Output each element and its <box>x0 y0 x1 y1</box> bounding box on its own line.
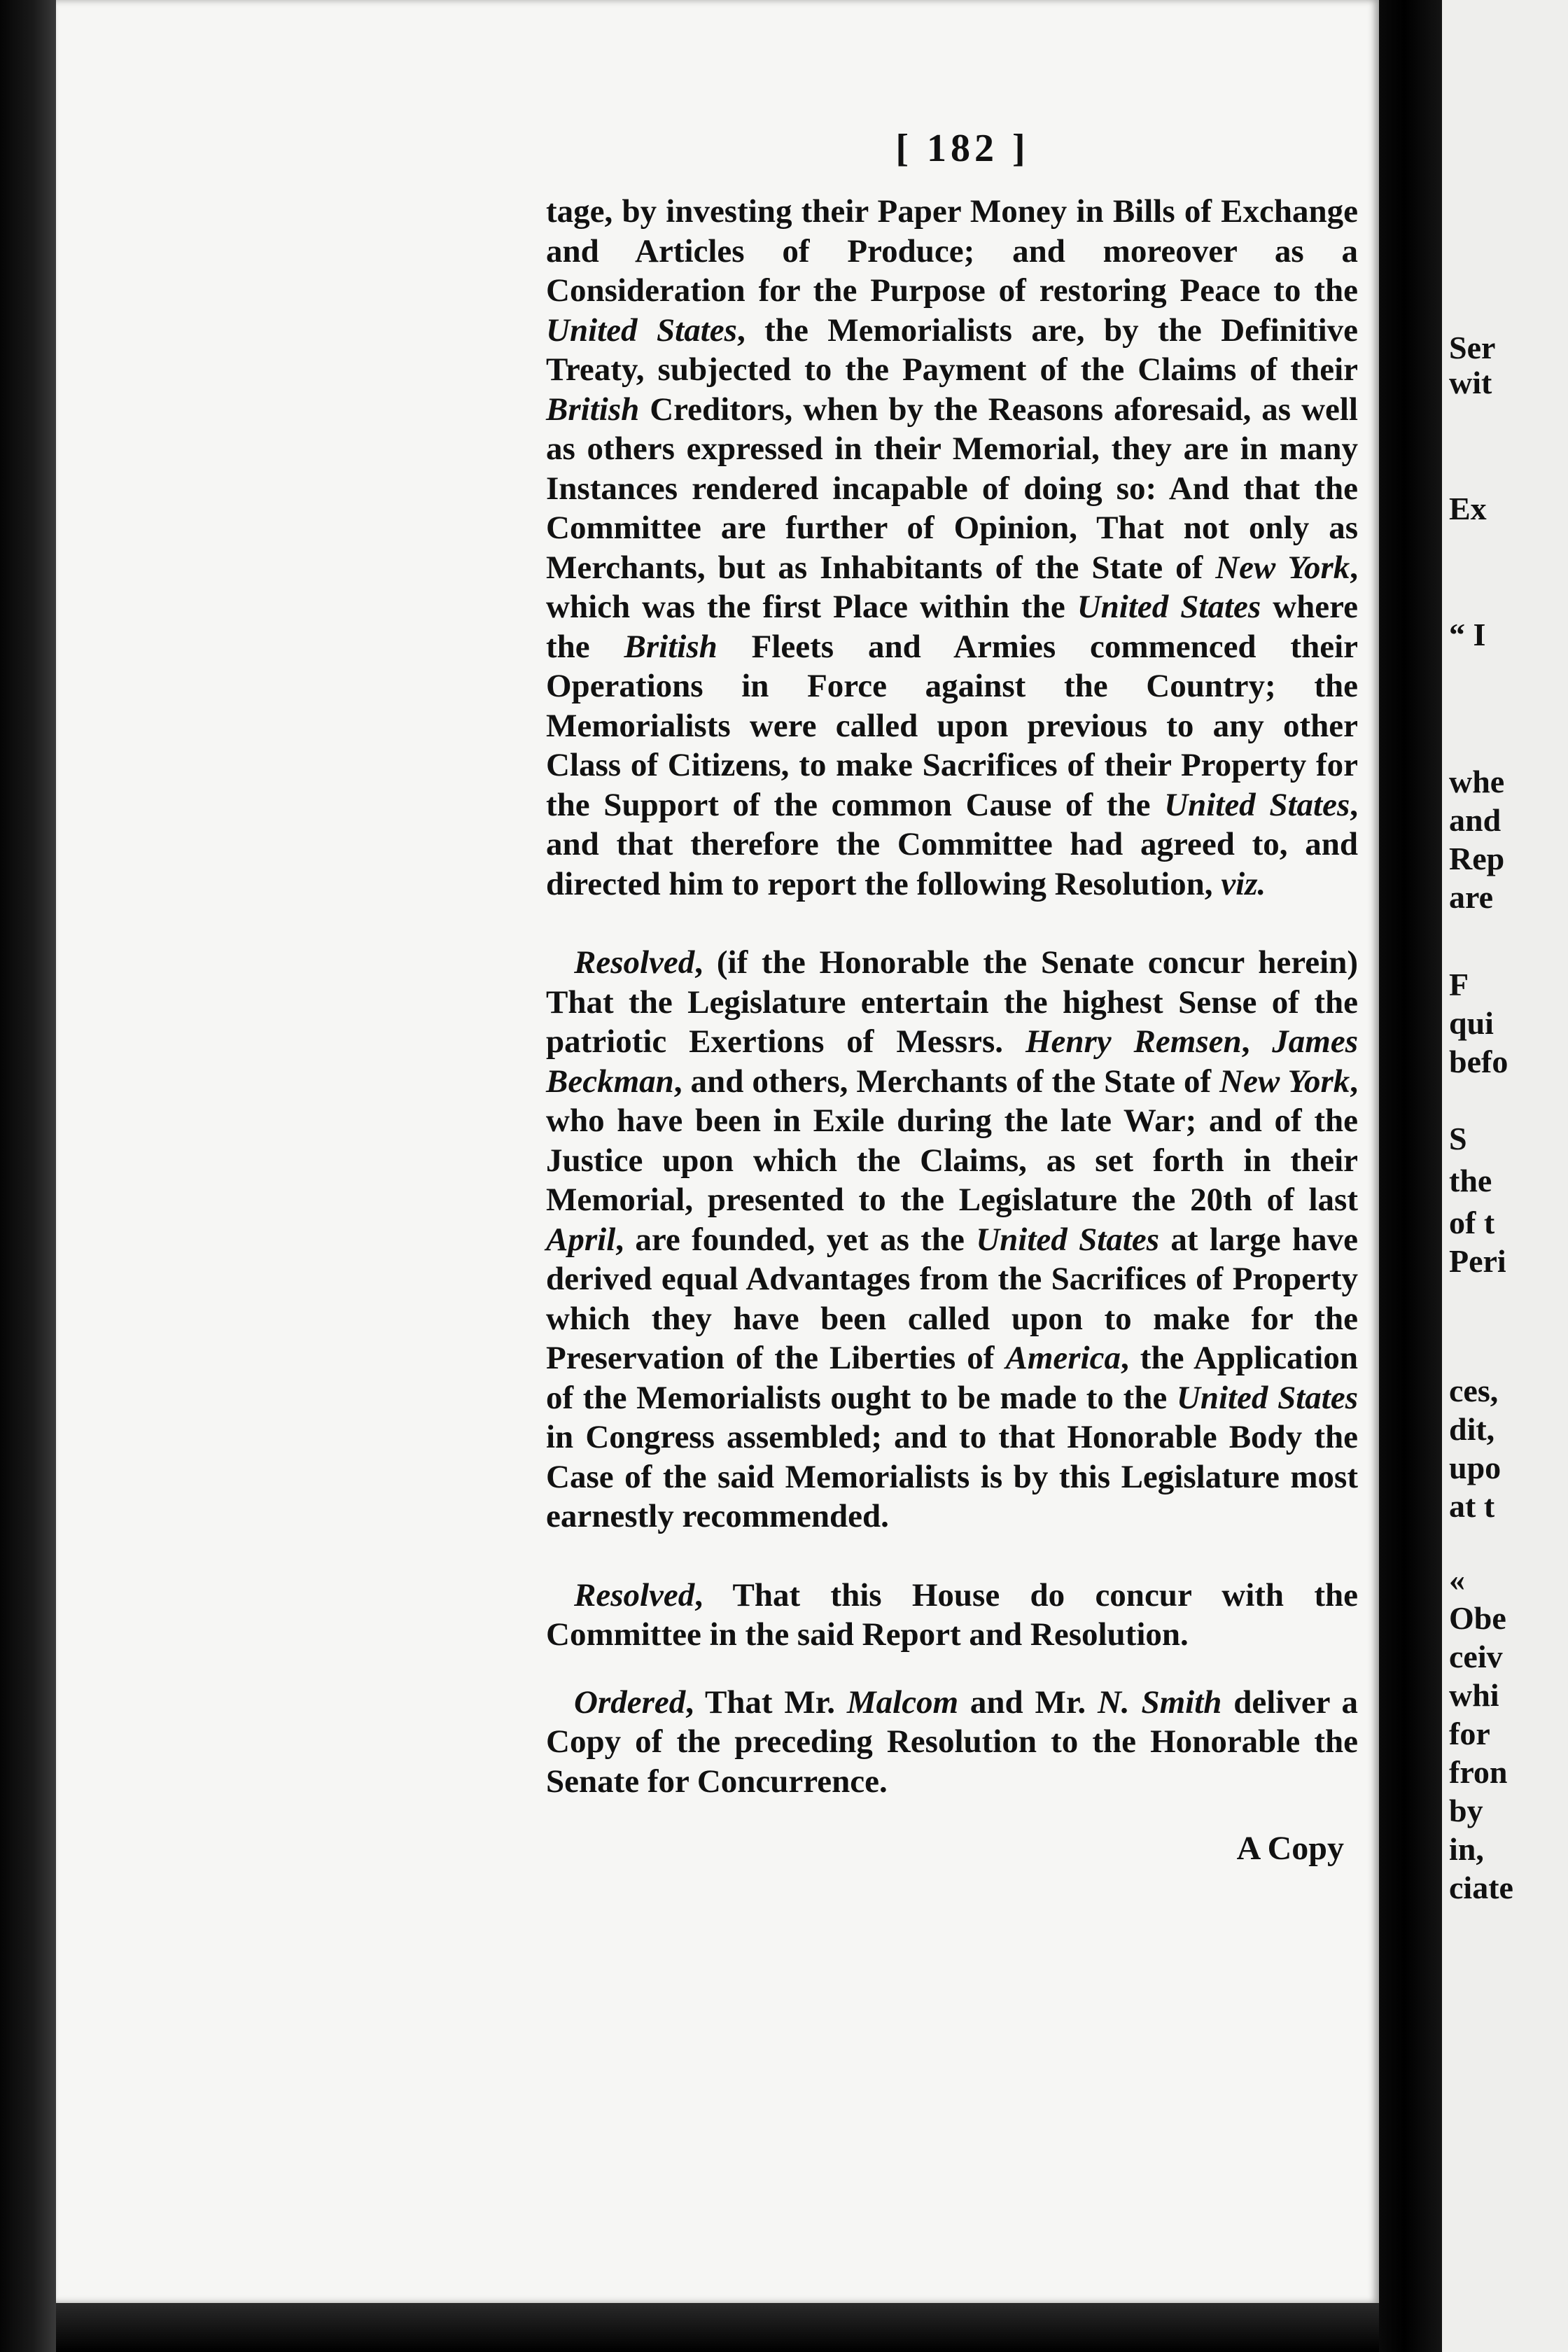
facing-page-text: in, <box>1449 1831 1484 1867</box>
facing-page-text: whe <box>1449 764 1505 799</box>
italic-term: United States <box>546 312 737 349</box>
page-bottom-edge <box>56 2303 1379 2352</box>
italic-term: America <box>1005 1340 1121 1376</box>
paragraph-concurrence: Resolved, That this House do concur with the Committee in the said Report and Resolution. <box>546 1576 1358 1653</box>
facing-page-text: of t <box>1449 1205 1495 1240</box>
facing-page-text: ces, <box>1449 1373 1499 1408</box>
italic-term: United States <box>1077 589 1261 625</box>
facing-page-text: ciate <box>1449 1870 1513 1905</box>
paragraph-gap <box>546 904 1358 943</box>
paragraph-gap <box>546 1536 1358 1576</box>
facing-page-text: by <box>1449 1793 1483 1828</box>
facing-page-text: S <box>1449 1121 1467 1156</box>
facing-page-text: the <box>1449 1163 1492 1198</box>
facing-page-text: fron <box>1449 1754 1508 1790</box>
page-text-block <box>546 126 1358 1868</box>
facing-page-text: Ser <box>1449 330 1496 365</box>
italic-term: New York <box>1219 1063 1350 1100</box>
italic-term: April <box>546 1221 616 1258</box>
facing-page-text: at t <box>1449 1488 1495 1524</box>
facing-page-text: wit <box>1449 365 1492 400</box>
facing-page-text: qui <box>1449 1005 1494 1041</box>
italic-term: United States <box>976 1221 1160 1258</box>
facing-page-text: and <box>1449 802 1502 838</box>
facing-page-fragment <box>1442 0 1568 2352</box>
paragraph-continuation: tage, by investing their Paper Money in Bills of Exchange and Articles of Produce; and moreover as a Consideration for the Purpose of restoring Peace to the United States, the Memorialists are, by the Definitive Treaty, subjected to the Payment of the Claims of their British Creditors, when by the Reasons aforesaid, as well as others expressed in their Memorial, they are in many Instances rendered incapable of doing so: And that the Committee are further of Opinion, That not only as Merchants, but as Inhabitants of the State of New York, which was the first Place within the United States where the British Fleets and Armies commenced their Operations in Force against the Country; the Memorialists were called upon previous to any other Class of Citizens, to make Sacrifices of their Property for the Support of the common Cause of the United States, and that therefore the Committee had agreed to, and directed him to report the following Resolution, viz. <box>546 193 1359 902</box>
facing-page-text: ceiv <box>1449 1639 1503 1674</box>
italic-term: Malcom <box>846 1684 959 1721</box>
facing-page-text: upo <box>1449 1450 1502 1485</box>
italic-term: Resolved <box>574 1576 695 1614</box>
facing-page-text: Peri <box>1449 1243 1506 1279</box>
page-number: [ 182 ] <box>895 127 1030 170</box>
italic-term: New York <box>1215 549 1350 586</box>
italic-term: British <box>624 628 718 665</box>
italic-term: United States <box>1176 1379 1358 1416</box>
facing-page-text: « <box>1449 1562 1465 1597</box>
paragraph-order: Ordered, That Mr. Malcom and Mr. N. Smith deliver a Copy of the preceding Resolution to the Honorable the Senate for Concurrence. <box>546 1684 1358 1800</box>
paragraph-gap <box>546 1655 1358 1683</box>
facing-page-text: befo <box>1449 1044 1508 1079</box>
italic-term: James Beckman <box>546 1023 1358 1100</box>
facing-page-text: F <box>1449 967 1469 1002</box>
page-182 <box>56 0 1379 2303</box>
italic-term: viz. <box>1221 865 1266 902</box>
italic-term: British <box>546 391 640 428</box>
paragraph-resolution: Resolved, (if the Honorable the Senate concur herein) That the Legislature entertain the highest Sense of the patriotic Exertions of Messrs. Henry Remsen, James Beckman, and others, Merchants of the State of New York, who have been in Exile during the late War; and of the Justice upon which the Claims, as set forth in their Memorial, presented to the Legislature the 20th of last April, are founded, yet as the United States at large have derived equal Advantages from the Sacrifices of Property which they have been called upon to make for the Preservation of the Liberties of America, the Application of the Memorialists ought to be made to the United States in Congress assembled; and to that Honorable Body the Case of the said Memorialists is by this Legislature most earnestly recommended. <box>546 944 1359 1534</box>
italic-term: Resolved <box>574 944 695 981</box>
facing-page-text: Rep <box>1449 841 1505 876</box>
catchword: A Copy <box>1236 1830 1344 1867</box>
facing-page-text: Obe <box>1449 1600 1506 1636</box>
italic-term: Henry Remsen <box>1025 1023 1242 1060</box>
italic-term: N. Smith <box>1097 1684 1222 1721</box>
facing-page-text: for <box>1449 1716 1490 1751</box>
italic-term: Ordered <box>574 1684 686 1721</box>
facing-page-text: “ I <box>1449 617 1486 652</box>
facing-page-text: Ex <box>1449 491 1487 526</box>
italic-term: United States <box>1164 786 1350 823</box>
gutter-shadow <box>1379 0 1442 2352</box>
binding-shadow-left <box>0 0 56 2352</box>
facing-page-text: whi <box>1449 1677 1499 1713</box>
facing-page-text: are <box>1449 879 1494 915</box>
facing-page-text: dit, <box>1449 1411 1495 1447</box>
